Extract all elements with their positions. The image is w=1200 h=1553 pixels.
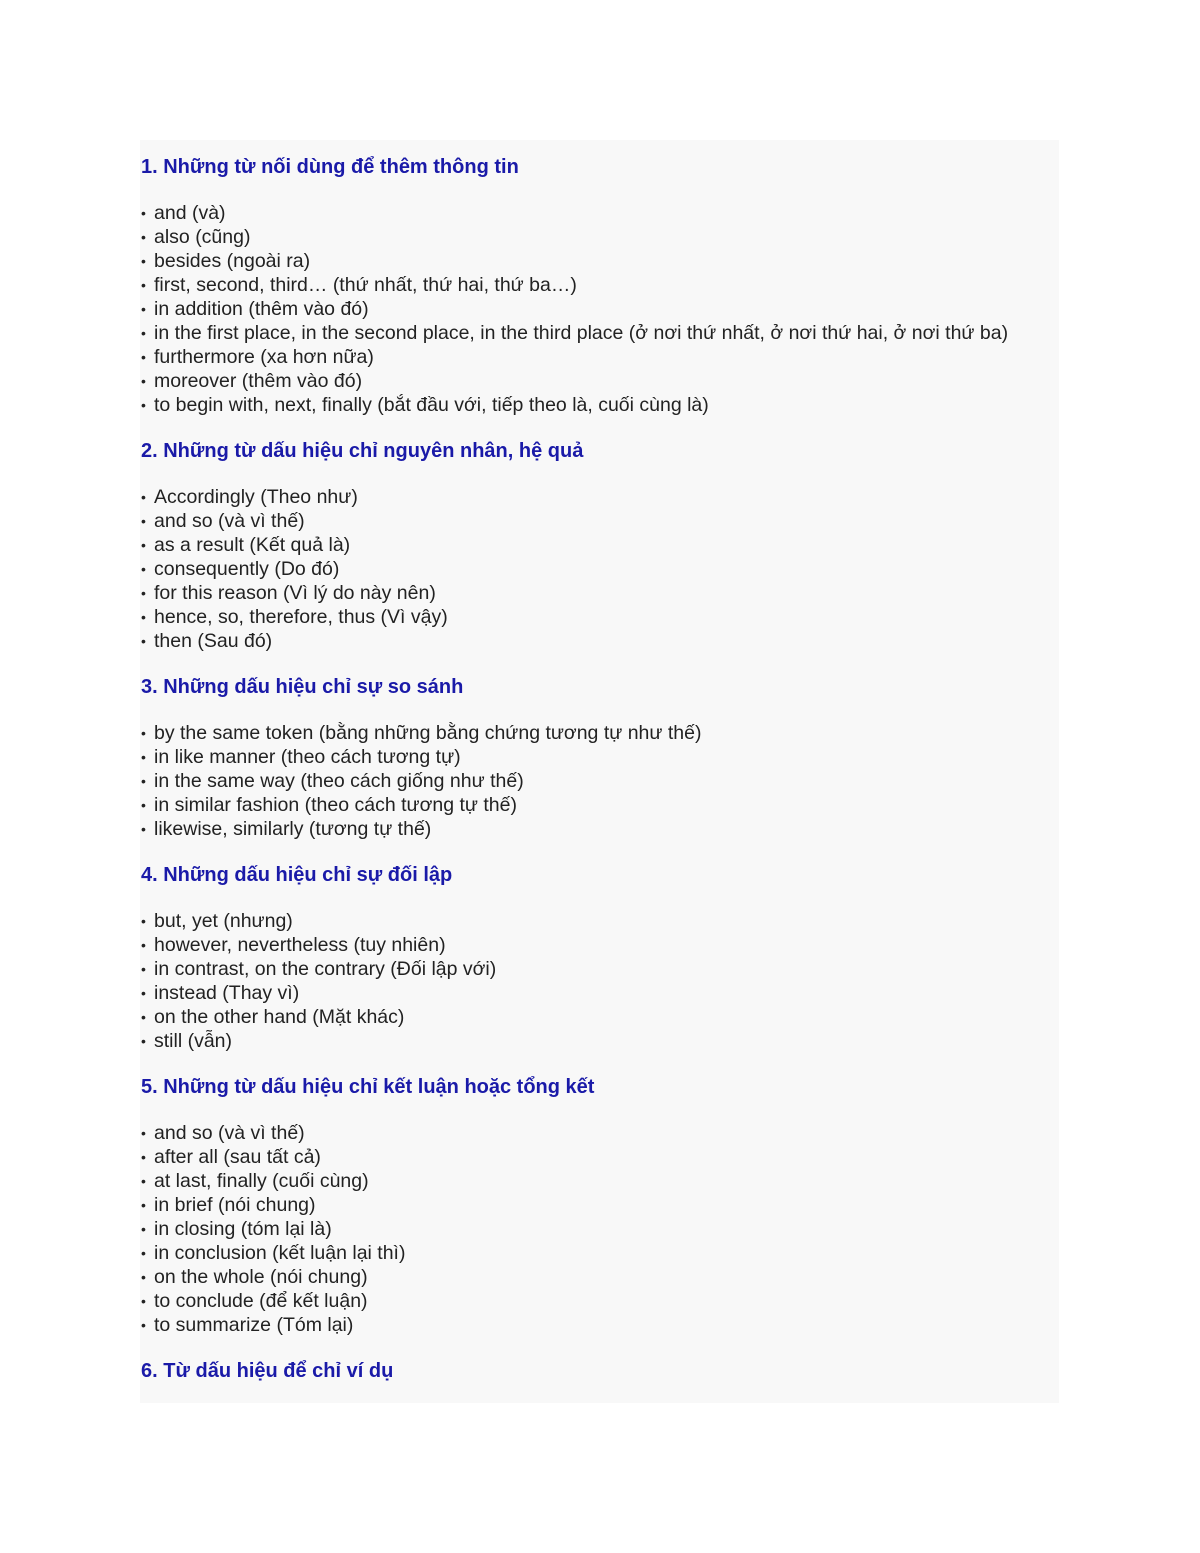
connector-list (141, 201, 1059, 417)
list-item-text: for this reason (Vì lý do này nên) (154, 582, 436, 604)
sections-container (141, 154, 1059, 1384)
connector-list (141, 1121, 1059, 1337)
bullet-icon: • (141, 1009, 146, 1025)
bullet-icon: • (141, 773, 146, 789)
list-item-text: to begin with, next, finally (bắt đầu với, tiếp theo là, cuối cùng là) (154, 394, 709, 416)
list-item-text: in addition (thêm vào đó) (154, 298, 369, 320)
bullet-icon: • (141, 1125, 146, 1141)
bullet-icon: • (141, 301, 146, 317)
list-item (141, 273, 1059, 297)
list-item-text: in the first place, in the second place, in the third place (ở nơi thứ nhất, ở nơi thứ hai, ở nơi thứ ba) (154, 322, 1009, 344)
list-item (141, 533, 1059, 557)
list-item (141, 1313, 1059, 1337)
bullet-icon: • (141, 609, 146, 625)
list-item-text: and so (và vì thế) (154, 510, 305, 532)
bullet-icon: • (141, 1033, 146, 1049)
list-item (141, 1145, 1059, 1169)
bullet-icon: • (141, 1173, 146, 1189)
section-6 (141, 1358, 1059, 1384)
connector-list (141, 485, 1059, 653)
list-item (141, 1265, 1059, 1289)
bullet-icon: • (141, 537, 146, 553)
bullet-icon: • (141, 325, 146, 341)
list-item (141, 297, 1059, 321)
bullet-icon: • (141, 229, 146, 245)
bullet-icon: • (141, 1149, 146, 1165)
list-item-text: first, second, third… (thứ nhất, thứ hai, thứ ba…) (154, 274, 577, 296)
section-4 (141, 862, 1059, 1053)
list-item (141, 249, 1059, 273)
list-item-text: in similar fashion (theo cách tương tự thế) (154, 794, 517, 816)
list-item-text: in conclusion (kết luận lại thì) (154, 1242, 406, 1264)
bullet-icon: • (141, 277, 146, 293)
list-item (141, 509, 1059, 533)
section-heading: 5. Những từ dấu hiệu chỉ kết luận hoặc tổng kết (141, 1076, 595, 1098)
list-item (141, 1029, 1059, 1053)
section-heading: 4. Những dấu hiệu chỉ sự đối lập (141, 864, 453, 886)
bullet-icon: • (141, 1197, 146, 1213)
list-item-text: Accordingly (Theo như) (154, 486, 358, 508)
section-1 (141, 154, 1059, 417)
bullet-icon: • (141, 985, 146, 1001)
connector-list (141, 721, 1059, 841)
list-item (141, 981, 1059, 1005)
section-heading: 6. Từ dấu hiệu để chỉ ví dụ (141, 1360, 394, 1382)
bullet-icon: • (141, 205, 146, 221)
list-item (141, 393, 1059, 417)
list-item (141, 225, 1059, 249)
list-item (141, 933, 1059, 957)
bullet-icon: • (141, 797, 146, 813)
list-item (141, 629, 1059, 653)
list-item (141, 605, 1059, 629)
bullet-icon: • (141, 585, 146, 601)
bullet-icon: • (141, 633, 146, 649)
list-item-text: in brief (nói chung) (154, 1194, 316, 1216)
bullet-icon: • (141, 397, 146, 413)
list-item-text: but, yet (nhưng) (154, 910, 293, 932)
bullet-icon: • (141, 937, 146, 953)
list-item-text: as a result (Kết quả là) (154, 534, 351, 556)
list-item-text: on the other hand (Mặt khác) (154, 1006, 405, 1028)
list-item-text: on the whole (nói chung) (154, 1266, 368, 1288)
list-item-text: and (và) (154, 202, 226, 224)
section-heading: 1. Những từ nối dùng để thêm thông tin (141, 156, 519, 178)
bullet-icon: • (141, 349, 146, 365)
list-item (141, 1241, 1059, 1265)
list-item (141, 909, 1059, 933)
bullet-icon: • (141, 513, 146, 529)
bullet-icon: • (141, 1245, 146, 1261)
list-item (141, 557, 1059, 581)
list-item (141, 793, 1059, 817)
list-item-text: instead (Thay vì) (154, 982, 300, 1004)
list-item (141, 345, 1059, 369)
list-item (141, 321, 1059, 345)
bullet-icon: • (141, 913, 146, 929)
document-content (140, 140, 1059, 1403)
list-item (141, 1121, 1059, 1145)
list-item-text: in the same way (theo cách giống như thế) (154, 770, 524, 792)
list-item-text: furthermore (xa hơn nữa) (154, 346, 374, 368)
list-item-text: then (Sau đó) (154, 630, 273, 652)
list-item-text: moreover (thêm vào đó) (154, 370, 363, 392)
bullet-icon: • (141, 561, 146, 577)
list-item-text: in closing (tóm lại là) (154, 1218, 332, 1240)
list-item-text: besides (ngoài ra) (154, 250, 311, 272)
bullet-icon: • (141, 725, 146, 741)
list-item-text: still (vẫn) (154, 1030, 233, 1052)
bullet-icon: • (141, 373, 146, 389)
list-item (141, 1289, 1059, 1313)
list-item-text: to summarize (Tóm lại) (154, 1314, 354, 1336)
list-item-text: hence, so, therefore, thus (Vì vậy) (154, 606, 448, 628)
bullet-icon: • (141, 253, 146, 269)
list-item (141, 485, 1059, 509)
bullet-icon: • (141, 1317, 146, 1333)
section-2 (141, 438, 1059, 653)
connector-list (141, 909, 1059, 1053)
list-item-text: in contrast, on the contrary (Đối lập với) (154, 958, 497, 980)
list-item (141, 957, 1059, 981)
list-item (141, 369, 1059, 393)
list-item (141, 769, 1059, 793)
list-item-text: at last, finally (cuối cùng) (154, 1170, 369, 1192)
list-item-text: however, nevertheless (tuy nhiên) (154, 934, 446, 956)
list-item-text: likewise, similarly (tương tự thế) (154, 818, 432, 840)
list-item-text: by the same token (bằng những bằng chứng tương tự như thế) (154, 722, 702, 744)
bullet-icon: • (141, 1221, 146, 1237)
bullet-icon: • (141, 1269, 146, 1285)
section-heading: 3. Những dấu hiệu chỉ sự so sánh (141, 676, 464, 698)
section-3 (141, 674, 1059, 841)
list-item-text: after all (sau tất cả) (154, 1146, 321, 1168)
list-item-text: to conclude (để kết luận) (154, 1290, 368, 1312)
bullet-icon: • (141, 961, 146, 977)
list-item (141, 1169, 1059, 1193)
list-item (141, 817, 1059, 841)
list-item-text: also (cũng) (154, 226, 251, 248)
list-item-text: consequently (Do đó) (154, 558, 340, 580)
section-heading: 2. Những từ dấu hiệu chỉ nguyên nhân, hệ quả (141, 440, 584, 462)
bullet-icon: • (141, 749, 146, 765)
list-item (141, 721, 1059, 745)
section-5 (141, 1074, 1059, 1337)
list-item (141, 1217, 1059, 1241)
bullet-icon: • (141, 821, 146, 837)
list-item-text: and so (và vì thế) (154, 1122, 305, 1144)
list-item (141, 201, 1059, 225)
list-item (141, 745, 1059, 769)
bullet-icon: • (141, 489, 146, 505)
list-item (141, 581, 1059, 605)
list-item (141, 1005, 1059, 1029)
list-item-text: in like manner (theo cách tương tự) (154, 746, 461, 768)
bullet-icon: • (141, 1293, 146, 1309)
list-item (141, 1193, 1059, 1217)
